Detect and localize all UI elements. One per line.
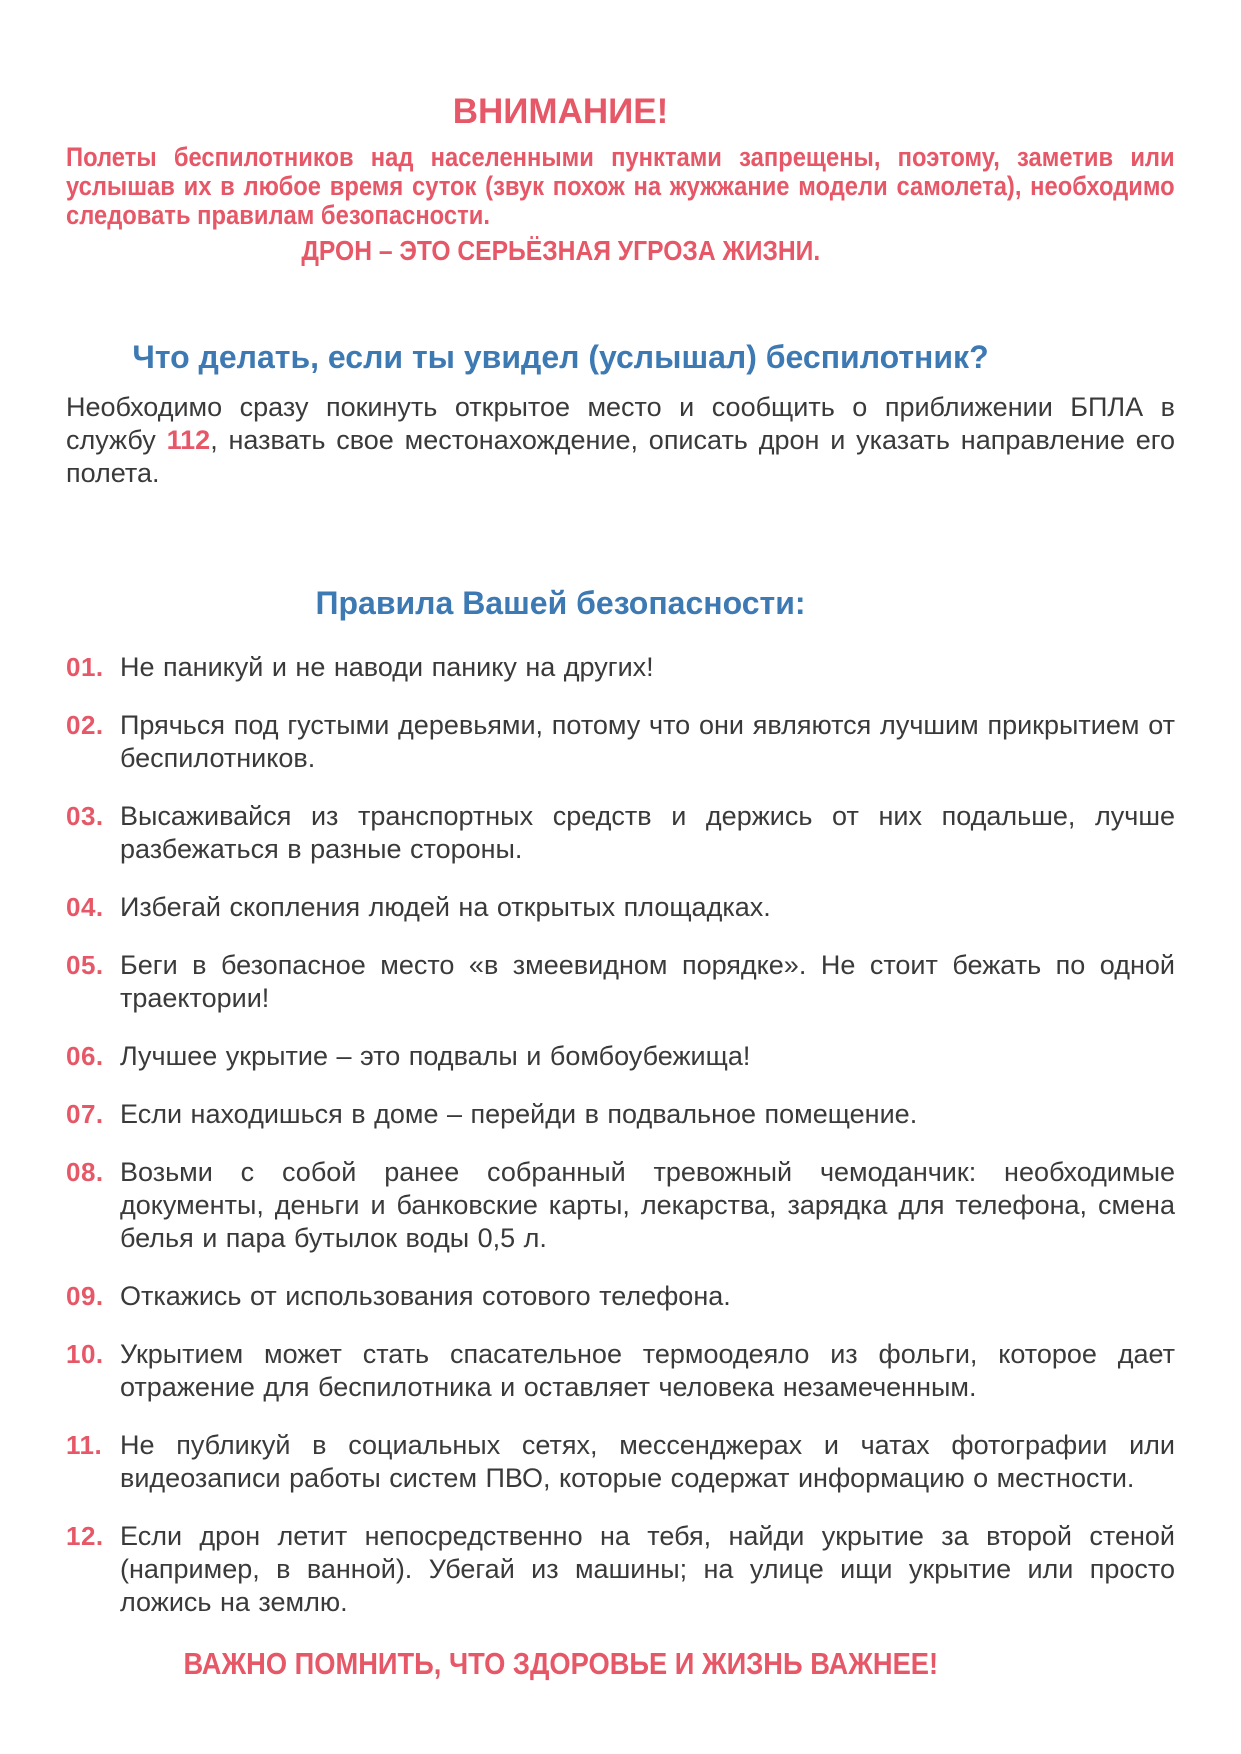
rule-item <box>66 949 1175 1015</box>
rule-number: 09. <box>66 1281 104 1311</box>
rule-number: 07. <box>66 1099 104 1129</box>
rule-item <box>66 1098 1175 1131</box>
rule-text: Если дрон летит непосредственно на тебя, найди укрытие за второй стеной (например, в ванной). Убегай из машины; на улице ищи укрытие или просто ложись на землю. <box>120 1521 1175 1617</box>
rule-text: Лучшее укрытие – это подвалы и бомбоубежища! <box>120 1041 751 1071</box>
rule-number: 11. <box>66 1430 103 1460</box>
drone-threat-warning <box>66 236 1175 266</box>
rule-item <box>66 1429 1175 1495</box>
rule-text: Откажись от использования сотового телефона. <box>120 1281 731 1311</box>
rule-text: Не публикуй в социальных сетях, мессенджерах и чатах фотографии или видеозаписи работы систем ПВО, которые содержат информацию о местности. <box>120 1430 1175 1493</box>
rules-list <box>66 651 1175 1619</box>
footer-warning-text: ВАЖНО ПОМНИТЬ, ЧТО ЗДОРОВЬЕ И ЖИЗНЬ ВАЖНЕЕ! <box>183 1646 938 1681</box>
rule-item <box>66 709 1175 775</box>
rule-number: 01. <box>66 652 104 682</box>
rule-text: Избегай скопления людей на открытых площадках. <box>120 892 771 922</box>
attention-intro-paragraph: Полеты беспилотников над населенными пунктами запрещены, поэтому, заметив или услышав их в любое время суток (звук похож на жужжание модели самолета), необходимо следовать правилам безопасности. <box>66 142 1175 230</box>
rule-text: Если находишься в доме – перейди в подвальное помещение. <box>120 1099 918 1129</box>
rules-heading: Правила Вашей безопасности: <box>315 585 806 621</box>
rule-number: 12. <box>66 1521 104 1551</box>
rule-item <box>66 1520 1175 1619</box>
rule-number: 06. <box>66 1041 104 1071</box>
rule-item <box>66 651 1175 684</box>
rule-text: Прячься под густыми деревьями, потому что они являются лучшим прикрытием от беспилотников. <box>120 710 1175 773</box>
rule-text: Не паникуй и не наводи панику на других! <box>120 652 654 682</box>
rule-number: 10. <box>66 1339 104 1369</box>
attention-title: ВНИМАНИЕ! <box>452 92 669 131</box>
rule-text: Возьми с собой ранее собранный тревожный чемоданчик: необходимые документы, деньги и банковские карты, лекарства, зарядка для телефона, смена белья и пара бутылок воды 0,5 л. <box>120 1157 1175 1253</box>
rule-item <box>66 1040 1175 1073</box>
emergency-number-112: 112 <box>166 425 211 455</box>
rule-number: 03. <box>66 801 104 831</box>
rule-text: Высаживайся из транспортных средств и держись от них подальше, лучше разбежаться в разные стороны. <box>120 801 1175 864</box>
rule-item <box>66 1338 1175 1404</box>
drone-threat-warning-text: ДРОН – ЭТО СЕРЬЁЗНАЯ УГРОЗА ЖИЗНИ. <box>301 235 820 266</box>
rule-item <box>66 800 1175 866</box>
what-to-do-text-after: , назвать свое местонахождение, описать дрон и указать направление его полета. <box>66 425 1175 488</box>
rule-text: Укрытием может стать спасательное термоодеяло из фольги, которое дает отражение для беспилотника и оставляет человека незамеченным. <box>120 1339 1175 1402</box>
rule-number: 04. <box>66 892 104 922</box>
rule-item <box>66 1280 1175 1313</box>
rule-item <box>66 891 1175 924</box>
what-to-do-text-before: Необходимо сразу покинуть открытое место и сообщить о приближении БПЛА в службу <box>66 392 1175 455</box>
what-to-do-paragraph <box>66 391 1175 490</box>
footer-warning <box>66 1647 1175 1680</box>
rule-number: 08. <box>66 1157 104 1187</box>
rule-item <box>66 1156 1175 1255</box>
rule-number: 05. <box>66 950 104 980</box>
rule-text: Беги в безопасное место «в змеевидном порядке». Не стоит бежать по одной траектории! <box>120 950 1175 1013</box>
what-to-do-heading: Что делать, если ты увидел (услышал) беспилотник? <box>132 339 989 375</box>
rule-number: 02. <box>66 710 104 740</box>
